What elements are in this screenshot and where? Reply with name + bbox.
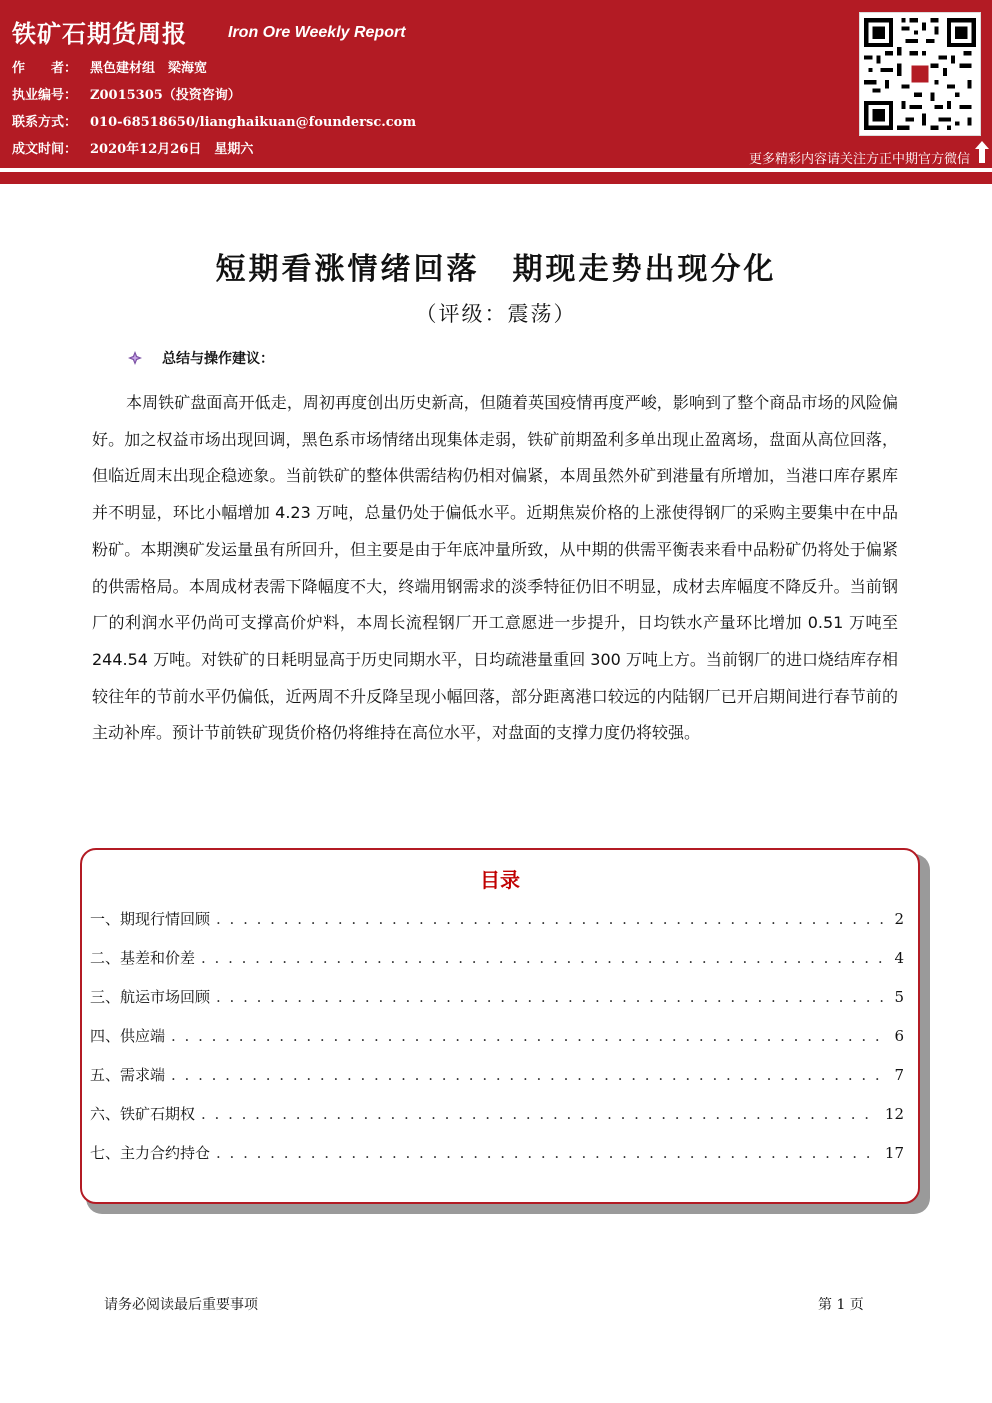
toc-leader-dots: [201, 1105, 879, 1123]
toc-item-label: 一、期现行情回顾: [90, 910, 211, 928]
meta-value[interactable]: 010-68518650/lianghaikuan@foundersc.com: [90, 115, 417, 130]
report-header: [0, 0, 992, 168]
toc-item[interactable]: [90, 1025, 904, 1064]
meta-author: [12, 60, 416, 87]
toc-leader-dots: [216, 1144, 879, 1162]
meta-value: 黑色建材组 梁海宽: [90, 61, 208, 76]
meta-value: 2020年12月26日 星期六: [90, 142, 254, 157]
toc-leader-dots: [201, 949, 888, 967]
toc-list: [90, 908, 904, 1181]
diamond-bullet-icon: [128, 351, 142, 365]
toc-item[interactable]: [90, 908, 904, 947]
toc-item[interactable]: [90, 947, 904, 986]
report-title: 铁矿石期货周报: [12, 20, 187, 48]
meta-label: 联系方式：: [12, 115, 78, 130]
footer-page-number: 第 1 页: [818, 1297, 864, 1313]
toc-item[interactable]: [90, 1103, 904, 1142]
toc-item-label: 七、主力合约持仓: [90, 1144, 211, 1162]
toc-leader-dots: [216, 910, 888, 928]
toc-leader-dots: [171, 1066, 888, 1084]
toc-title: 目录: [480, 868, 520, 892]
meta-date: [12, 141, 416, 168]
toc-item-page: 7: [894, 1066, 904, 1084]
author-meta: [12, 60, 416, 168]
toc-item-page: 17: [884, 1144, 904, 1162]
summary-paragraph: 本周铁矿盘面高开低走，周初再度创出历史新高，但随着英国疫情再度严峻，影响到了整个商品市场的风险偏好。加之权益市场出现回调，黑色系市场情绪出现集体走弱，铁矿前期盈利多单出现止盈离场，盘面从高位回落，但临近周末出现企稳迹象。当前铁矿的整体供需结构仍相对偏紧，本周虽然外矿到港量有所增加，当港口库存累库并不明显，环比小幅增加 4.23 万吨，总量仍处于偏低水平。近期焦炭价格的上涨使得钢厂的采购主要集中在中品粉矿。本期澳矿发运量虽有所回升，但主要是由于年底冲量所致，从中期的供需平衡表来看中品粉矿仍将处于偏紧的供需格局。本周成材表需下降幅度不大，终端用钢需求的淡季特征仍旧不明显，成材去库幅度不降反升。当前钢厂的利润水平仍尚可支撑高价炉料，本周长流程钢厂开工意愿进一步提升，日均铁水产量环比增加 0.51 万吨至 244.54 万吨。对铁矿的日耗明显高于历史同期水平，日均疏港量重回 300 万吨上方。当前钢厂的进口烧结库存相较往年的节前水平仍偏低，近两周不升反降呈现小幅回落，部分距离港口较远的内陆钢厂已开启期间进行春节前的主动补库。预计节前铁矿现货价格仍将维持在高位水平，对盘面的支撑力度仍将较强。: [92, 393, 898, 743]
footer-notice: 请务必阅读最后重要事项: [104, 1297, 258, 1313]
meta-value: Z0015305（投资咨询）: [90, 88, 241, 103]
rating-label: （评级：震荡）: [415, 302, 577, 326]
arrow-up-icon: [974, 140, 990, 164]
meta-contact: [12, 114, 416, 141]
toc-item-page: 2: [894, 910, 904, 928]
meta-label: 执业编号：: [12, 88, 78, 103]
toc-item[interactable]: [90, 1064, 904, 1103]
summary-heading-text: 总结与操作建议：: [162, 351, 274, 367]
report-subtitle: Iron Ore Weekly Report: [228, 24, 406, 41]
toc-item-page: 4: [894, 949, 904, 967]
toc-item-label: 五、需求端: [90, 1066, 166, 1084]
meta-label: 作 者：: [12, 61, 78, 76]
toc-leader-dots: [171, 1027, 888, 1045]
summary-heading: [128, 348, 274, 368]
toc-item-page: 12: [884, 1105, 904, 1123]
toc-item[interactable]: [90, 986, 904, 1025]
table-of-contents: [80, 848, 920, 1204]
qr-code-icon: [859, 12, 981, 136]
page-title: 短期看涨情绪回落 期现走势出现分化: [215, 252, 777, 287]
toc-item[interactable]: [90, 1142, 904, 1181]
toc-item-page: 6: [894, 1027, 904, 1045]
header-divider: [0, 172, 992, 184]
toc-leader-dots: [216, 988, 888, 1006]
toc-item-label: 二、基差和价差: [90, 949, 196, 967]
meta-license: [12, 87, 416, 114]
toc-item-page: 5: [894, 988, 904, 1006]
toc-item-label: 四、供应端: [90, 1027, 166, 1045]
toc-item-label: 六、铁矿石期权: [90, 1105, 196, 1123]
toc-item-label: 三、航运市场回顾: [90, 988, 211, 1006]
meta-label: 成文时间：: [12, 142, 78, 157]
wechat-follow-note: 更多精彩内容请关注方正中期官方微信: [748, 152, 970, 167]
